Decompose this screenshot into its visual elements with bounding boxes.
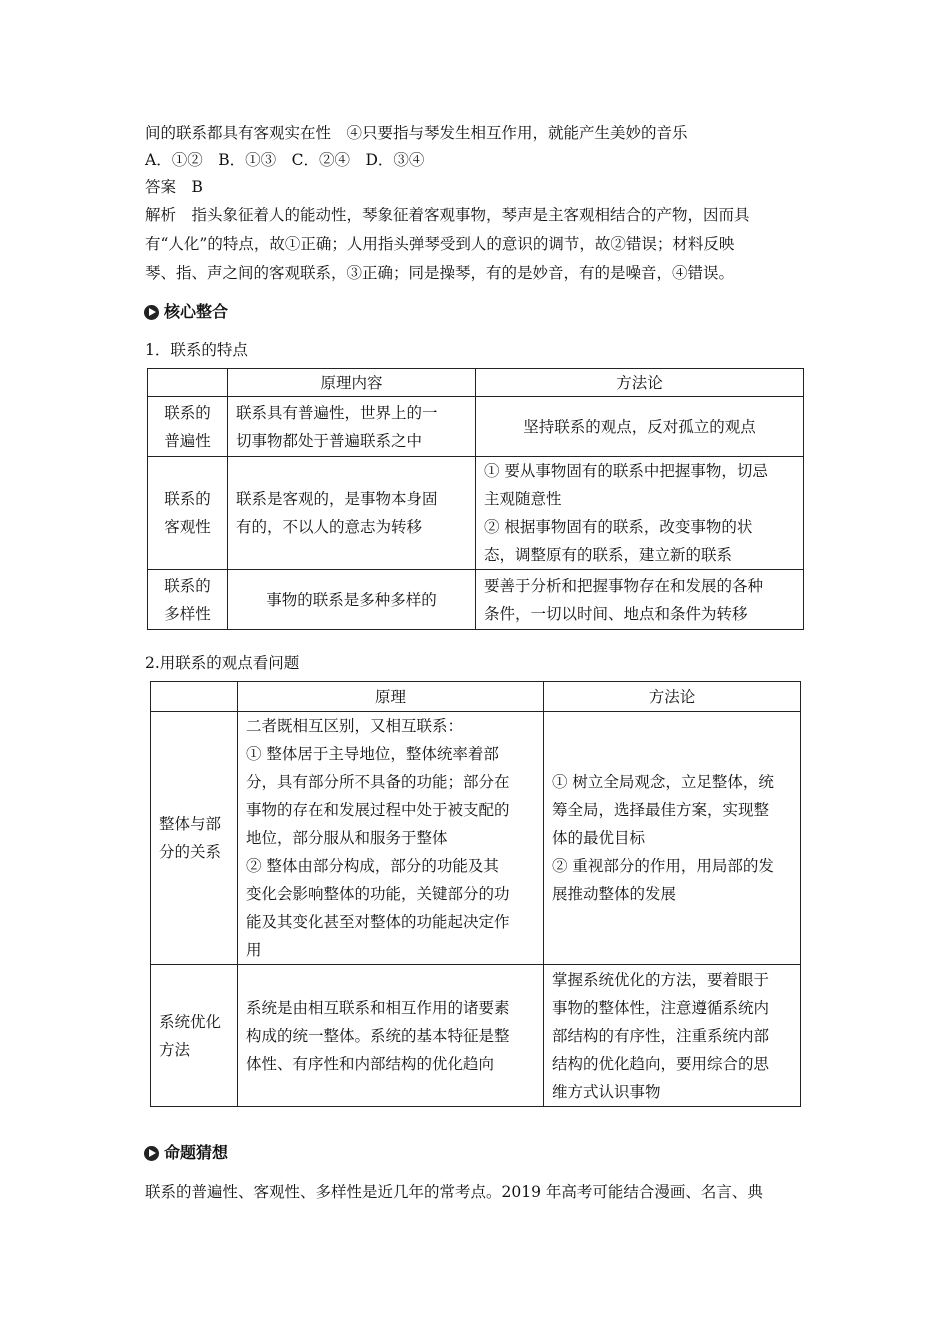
- cell-text: 地位，部分服从和服务于整体: [246, 829, 448, 847]
- cell-text: 能及其变化甚至对整体的功能起决定作: [246, 913, 510, 931]
- play-circle-icon: [144, 1146, 159, 1161]
- cell-text: ① 要从事物固有的联系中把握事物，切忌: [484, 462, 768, 480]
- cell-text: ② 整体由部分构成，部分的功能及其: [246, 857, 499, 875]
- analysis-line-3: 琴、指、声之间的客观联系，③正确；同是操琴，有的是妙音，有的是噪音，④错误。: [145, 264, 735, 282]
- header-empty: [148, 369, 228, 397]
- section-heading-core: [144, 302, 228, 322]
- cell-text: 分，具有部分所不具备的功能；部分在: [246, 773, 510, 791]
- cell-text: 主观随意性: [484, 490, 562, 508]
- question-line: 间的联系都具有客观实在性 ④只要指与琴发生相互作用，就能产生美妙的音乐: [145, 124, 688, 142]
- header-principle: 原理: [238, 682, 544, 712]
- cell-text: 事物的整体性，注意遵循系统内: [552, 998, 770, 1017]
- row-name: 普遍性: [164, 431, 211, 450]
- table-connection-features: [147, 368, 804, 630]
- cell-text: 系统是由相互联系和相互作用的诸要素: [246, 998, 510, 1017]
- header-principle: 原理内容: [228, 369, 476, 397]
- cell-text: 切事物都处于普遍联系之中: [236, 431, 423, 450]
- table-row: [148, 570, 804, 630]
- cell-text: 结构的优化趋向，要用综合的思: [552, 1054, 770, 1073]
- cell-text: 态，调整原有的联系，建立新的联系: [484, 546, 733, 564]
- header-empty: [151, 682, 238, 712]
- row-name: 联系的: [164, 490, 211, 508]
- cell-text: 有的，不以人的意志为转移: [236, 518, 423, 536]
- table-header-row: [148, 369, 804, 397]
- cell-text: 构成的统一整体。系统的基本特征是整: [246, 1026, 510, 1045]
- section-title: 核心整合: [164, 302, 229, 321]
- row-name: 联系的: [164, 403, 211, 422]
- cell-text: 变化会影响整体的功能，关键部分的功: [246, 885, 510, 903]
- cell-text: 条件，一切以时间、地点和条件为转移: [484, 604, 748, 623]
- row-name: 客观性: [164, 518, 211, 536]
- row-name: 分的关系: [159, 843, 222, 861]
- cell-text: 要善于分析和把握事物存在和发展的各种: [484, 576, 764, 595]
- table2-caption: 2.用联系的观点看问题: [145, 654, 300, 672]
- row-name: 整体与部: [159, 815, 222, 833]
- cell-text: 事物的存在和发展过程中处于被支配的: [246, 801, 510, 819]
- table-connection-viewpoint: [150, 681, 801, 1107]
- cell-text: 坚持联系的观点，反对孤立的观点: [523, 417, 756, 436]
- cell-text: ① 树立全局观念，立足整体，统: [552, 773, 774, 791]
- table1-caption: 1．联系的特点: [145, 341, 248, 359]
- answer-options: A．①② B．①③ C．②④ D．③④: [145, 151, 425, 169]
- row-name: 方法: [159, 1040, 191, 1059]
- section-heading-prediction: [144, 1143, 228, 1163]
- table-row: [151, 965, 801, 1107]
- cell-text: 筹全局，选择最佳方案，实现整: [552, 801, 770, 819]
- header-method: 方法论: [476, 369, 804, 397]
- cell-text: 用: [246, 941, 262, 959]
- analysis-line-1: 解析 指头象征着人的能动性，琴象征着客观事物，琴声是主客观相结合的产物，因而具: [145, 206, 750, 224]
- cell-text: ① 整体居于主导地位，整体统率着部: [246, 745, 499, 763]
- cell-text: 联系具有普遍性，世界上的一: [236, 403, 438, 422]
- cell-text: 维方式认识事物: [552, 1082, 661, 1101]
- outro-text: 联系的普遍性、客观性、多样性是近几年的常考点。2019 年高考可能结合漫画、名言、典: [145, 1183, 763, 1201]
- table-row: [148, 397, 804, 457]
- cell-text: 体的最优目标: [552, 829, 646, 847]
- table-row: [151, 712, 801, 965]
- cell-text: ② 重视部分的作用，用局部的发: [552, 857, 774, 875]
- cell-text: ② 根据事物固有的联系，改变事物的状: [484, 518, 753, 536]
- cell-text: 掌握系统优化的方法，要着眼于: [552, 970, 770, 989]
- section-title: 命题猜想: [164, 1143, 229, 1162]
- cell-text: 体性、有序性和内部结构的优化趋向: [246, 1054, 495, 1073]
- table-row: [148, 457, 804, 570]
- cell-text: 二者既相互区别，又相互联系：: [246, 717, 464, 735]
- cell-text: 展推动整体的发展: [552, 885, 677, 903]
- cell-text: 事物的联系是多种多样的: [266, 590, 437, 609]
- play-circle-icon: [144, 305, 159, 320]
- table-header-row: [151, 682, 801, 712]
- cell-text: 联系是客观的，是事物本身固: [236, 490, 438, 508]
- row-name: 联系的: [164, 576, 211, 595]
- header-method: 方法论: [544, 682, 801, 712]
- answer-line: 答案 B: [145, 178, 203, 196]
- row-name: 多样性: [164, 604, 211, 623]
- row-name: 系统优化: [159, 1012, 222, 1031]
- analysis-line-2: 有“人化”的特点，故①正确；人用指头弹琴受到人的意识的调节，故②错误；材料反映: [145, 235, 735, 253]
- cell-text: 部结构的有序性，注重系统内部: [552, 1026, 770, 1045]
